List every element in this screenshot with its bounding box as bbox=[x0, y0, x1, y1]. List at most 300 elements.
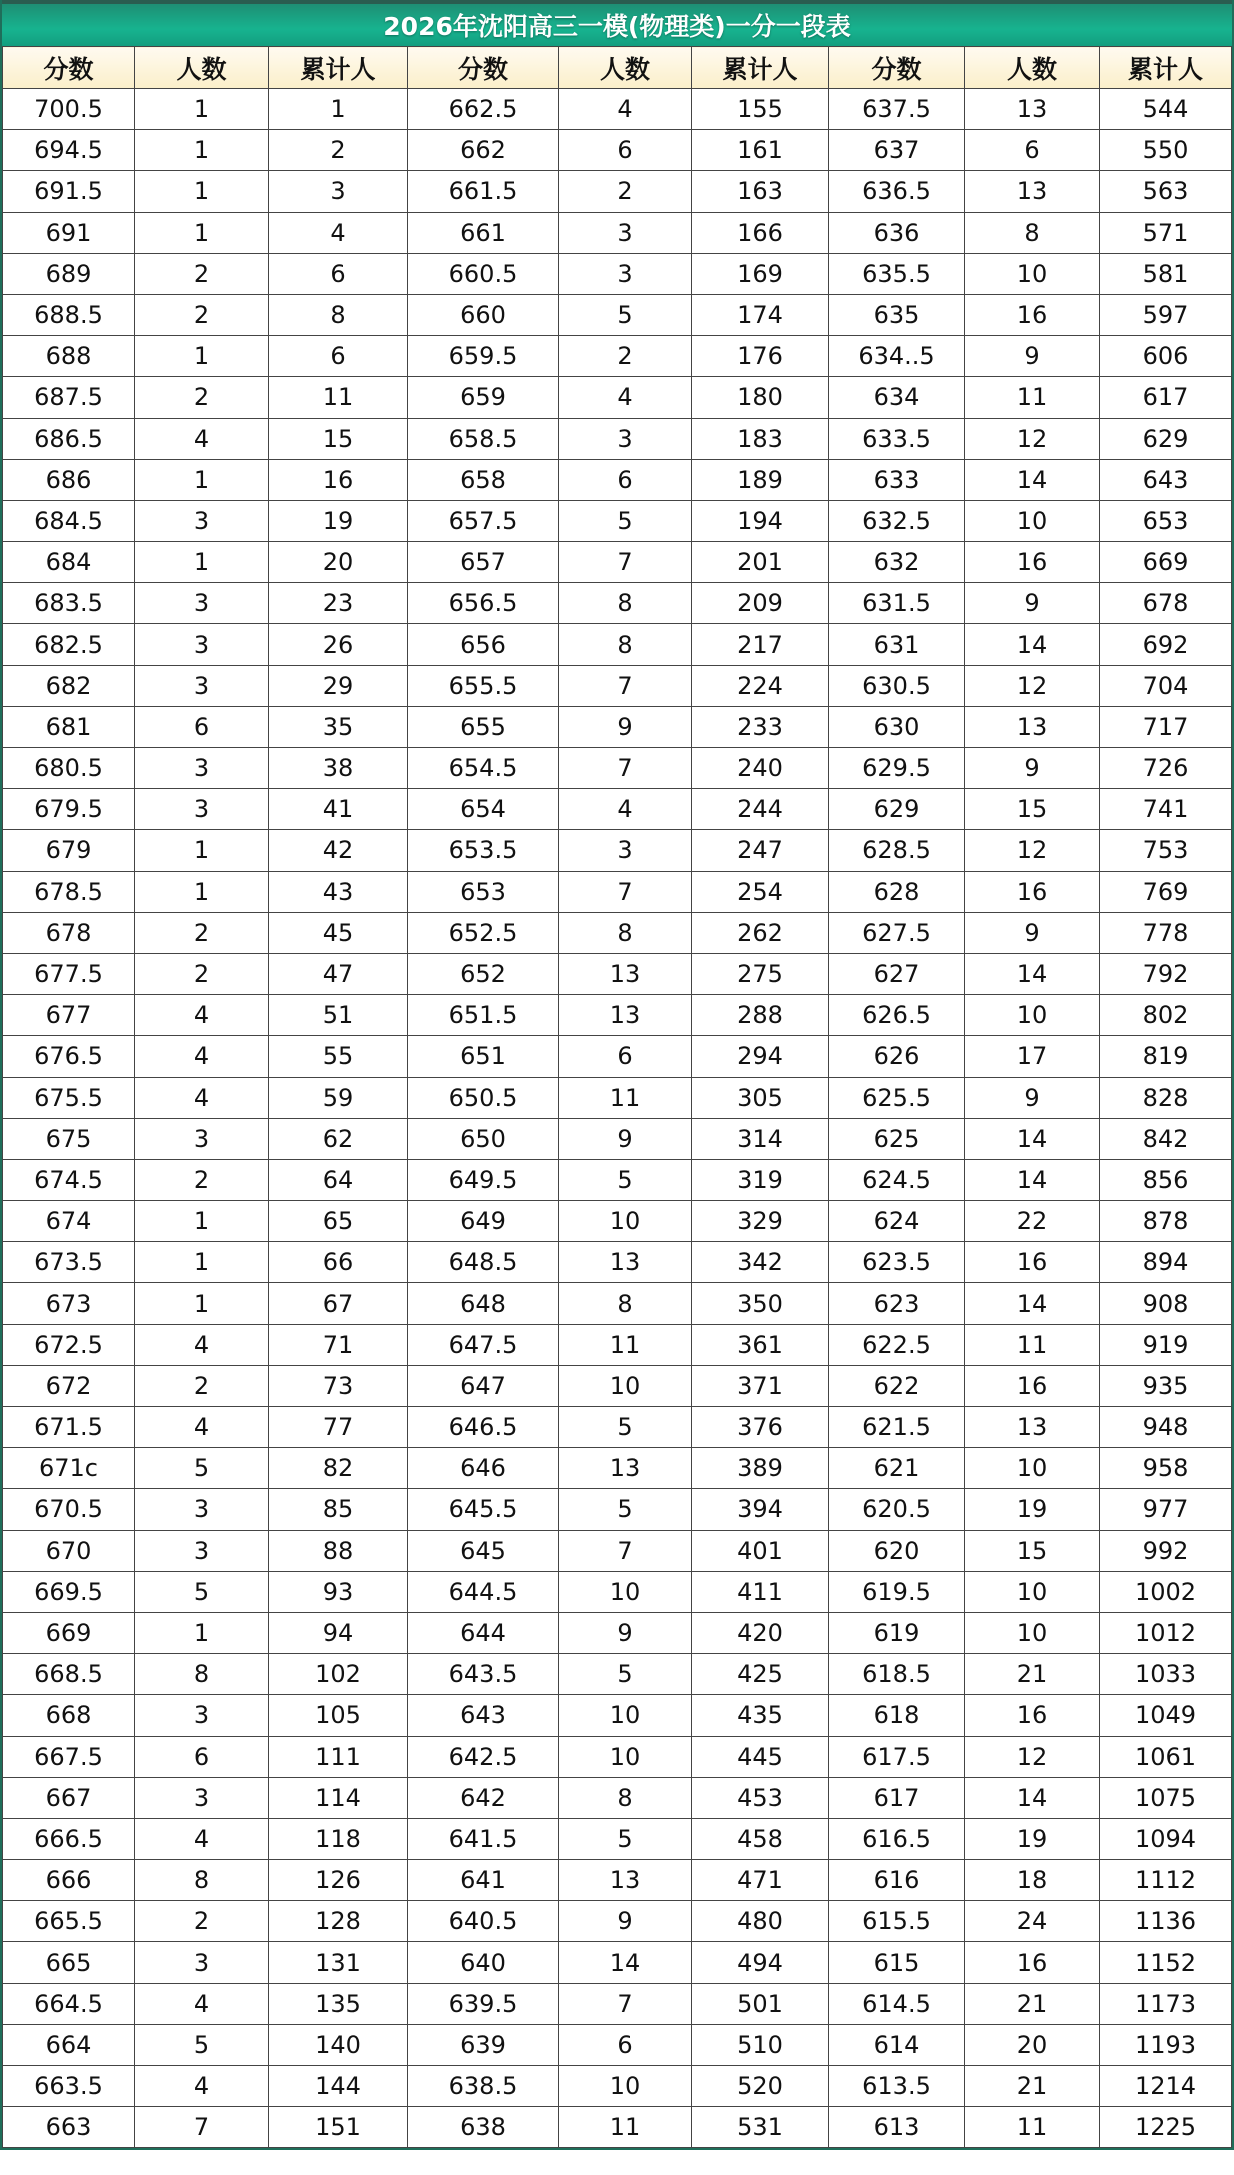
cell-count: 11 bbox=[559, 1077, 692, 1118]
cell-cumulative: 65 bbox=[269, 1201, 408, 1242]
cell-count: 10 bbox=[559, 2066, 692, 2107]
cell-cumulative: 128 bbox=[269, 1901, 408, 1942]
cell-count: 8 bbox=[135, 1860, 269, 1901]
cell-score: 634 bbox=[829, 377, 965, 418]
cell-score: 691.5 bbox=[3, 171, 135, 212]
cell-score: 659 bbox=[408, 377, 559, 418]
cell-count: 11 bbox=[559, 2107, 692, 2148]
table-row bbox=[3, 748, 1232, 789]
cell-cumulative: 114 bbox=[269, 1777, 408, 1818]
cell-cumulative: 342 bbox=[692, 1242, 829, 1283]
table-row bbox=[3, 1818, 1232, 1859]
cell-count: 14 bbox=[965, 953, 1100, 994]
cell-cumulative: 262 bbox=[692, 912, 829, 953]
cell-score: 661.5 bbox=[408, 171, 559, 212]
cell-score: 619 bbox=[829, 1612, 965, 1653]
cell-score: 654.5 bbox=[408, 748, 559, 789]
table-row bbox=[3, 1242, 1232, 1283]
cell-count: 1 bbox=[135, 171, 269, 212]
cell-count: 10 bbox=[559, 1365, 692, 1406]
cell-count: 2 bbox=[559, 336, 692, 377]
cell-score: 661 bbox=[408, 212, 559, 253]
cell-score: 660.5 bbox=[408, 253, 559, 294]
cell-count: 12 bbox=[965, 418, 1100, 459]
cell-cumulative: 247 bbox=[692, 830, 829, 871]
cell-score: 648.5 bbox=[408, 1242, 559, 1283]
cell-count: 8 bbox=[965, 212, 1100, 253]
cell-cumulative: 64 bbox=[269, 1159, 408, 1200]
cell-count: 1 bbox=[135, 1612, 269, 1653]
cell-cumulative: 23 bbox=[269, 583, 408, 624]
cell-cumulative: 726 bbox=[1100, 748, 1232, 789]
table-row bbox=[3, 1654, 1232, 1695]
cell-cumulative: 194 bbox=[692, 500, 829, 541]
cell-cumulative: 59 bbox=[269, 1077, 408, 1118]
cell-score: 648 bbox=[408, 1283, 559, 1324]
cell-count: 2 bbox=[135, 1901, 269, 1942]
cell-score: 671c bbox=[3, 1448, 135, 1489]
cell-score: 683.5 bbox=[3, 583, 135, 624]
cell-count: 3 bbox=[135, 1489, 269, 1530]
cell-count: 2 bbox=[135, 253, 269, 294]
cell-cumulative: 163 bbox=[692, 171, 829, 212]
cell-score: 670 bbox=[3, 1530, 135, 1571]
cell-count: 3 bbox=[135, 624, 269, 665]
cell-score: 616.5 bbox=[829, 1818, 965, 1859]
cell-score: 625.5 bbox=[829, 1077, 965, 1118]
cell-count: 10 bbox=[965, 253, 1100, 294]
cell-count: 9 bbox=[965, 748, 1100, 789]
cell-count: 3 bbox=[559, 253, 692, 294]
cell-score: 634..5 bbox=[829, 336, 965, 377]
cell-count: 4 bbox=[135, 1036, 269, 1077]
table-row bbox=[3, 1201, 1232, 1242]
cell-count: 2 bbox=[135, 953, 269, 994]
cell-score: 655 bbox=[408, 706, 559, 747]
cell-score: 668.5 bbox=[3, 1654, 135, 1695]
cell-count: 3 bbox=[135, 583, 269, 624]
cell-cumulative: 792 bbox=[1100, 953, 1232, 994]
table-row bbox=[3, 1530, 1232, 1571]
cell-score: 615 bbox=[829, 1942, 965, 1983]
table-row bbox=[3, 1983, 1232, 2024]
cell-cumulative: 82 bbox=[269, 1448, 408, 1489]
cell-score: 669.5 bbox=[3, 1571, 135, 1612]
cell-cumulative: 894 bbox=[1100, 1242, 1232, 1283]
cell-score: 625 bbox=[829, 1118, 965, 1159]
cell-cumulative: 1012 bbox=[1100, 1612, 1232, 1653]
table-row bbox=[3, 1159, 1232, 1200]
cell-count: 8 bbox=[559, 583, 692, 624]
cell-score: 630 bbox=[829, 706, 965, 747]
cell-cumulative: 753 bbox=[1100, 830, 1232, 871]
cell-cumulative: 842 bbox=[1100, 1118, 1232, 1159]
cell-count: 7 bbox=[559, 871, 692, 912]
cell-score: 671.5 bbox=[3, 1407, 135, 1448]
cell-count: 13 bbox=[559, 953, 692, 994]
cell-count: 13 bbox=[965, 706, 1100, 747]
cell-count: 3 bbox=[135, 1530, 269, 1571]
cell-count: 3 bbox=[559, 418, 692, 459]
cell-score: 653.5 bbox=[408, 830, 559, 871]
cell-count: 9 bbox=[559, 1118, 692, 1159]
cell-cumulative: 42 bbox=[269, 830, 408, 871]
cell-count: 21 bbox=[965, 1983, 1100, 2024]
cell-count: 4 bbox=[559, 89, 692, 130]
cell-cumulative: 1136 bbox=[1100, 1901, 1232, 1942]
cell-count: 21 bbox=[965, 1654, 1100, 1695]
cell-score: 682 bbox=[3, 665, 135, 706]
cell-count: 14 bbox=[965, 1777, 1100, 1818]
cell-count: 7 bbox=[559, 542, 692, 583]
cell-score: 644.5 bbox=[408, 1571, 559, 1612]
cell-count: 1 bbox=[135, 542, 269, 583]
cell-cumulative: 77 bbox=[269, 1407, 408, 1448]
cell-score: 675.5 bbox=[3, 1077, 135, 1118]
cell-count: 14 bbox=[965, 459, 1100, 500]
cell-score: 620 bbox=[829, 1530, 965, 1571]
cell-score: 687.5 bbox=[3, 377, 135, 418]
cell-count: 7 bbox=[135, 2107, 269, 2148]
cell-cumulative: 43 bbox=[269, 871, 408, 912]
header-cumulative: 累计人 bbox=[1100, 47, 1232, 89]
cell-score: 678 bbox=[3, 912, 135, 953]
cell-score: 688.5 bbox=[3, 294, 135, 335]
cell-score: 613 bbox=[829, 2107, 965, 2148]
cell-score: 627.5 bbox=[829, 912, 965, 953]
cell-score: 645 bbox=[408, 1530, 559, 1571]
cell-count: 15 bbox=[965, 789, 1100, 830]
cell-score: 665 bbox=[3, 1942, 135, 1983]
cell-score: 616 bbox=[829, 1860, 965, 1901]
cell-score: 658.5 bbox=[408, 418, 559, 459]
cell-count: 9 bbox=[559, 1612, 692, 1653]
cell-cumulative: 189 bbox=[692, 459, 829, 500]
cell-count: 3 bbox=[559, 830, 692, 871]
cell-score: 617.5 bbox=[829, 1736, 965, 1777]
cell-score: 665.5 bbox=[3, 1901, 135, 1942]
cell-cumulative: 47 bbox=[269, 953, 408, 994]
table-row bbox=[3, 377, 1232, 418]
cell-cumulative: 958 bbox=[1100, 1448, 1232, 1489]
cell-score: 635.5 bbox=[829, 253, 965, 294]
table-row bbox=[3, 336, 1232, 377]
cell-cumulative: 155 bbox=[692, 89, 829, 130]
cell-score: 662.5 bbox=[408, 89, 559, 130]
cell-cumulative: 1094 bbox=[1100, 1818, 1232, 1859]
cell-score: 632 bbox=[829, 542, 965, 583]
cell-score: 680.5 bbox=[3, 748, 135, 789]
cell-score: 643 bbox=[408, 1695, 559, 1736]
cell-count: 10 bbox=[965, 1571, 1100, 1612]
cell-count: 6 bbox=[965, 130, 1100, 171]
table-row bbox=[3, 1695, 1232, 1736]
cell-count: 5 bbox=[135, 2024, 269, 2065]
cell-cumulative: 233 bbox=[692, 706, 829, 747]
cell-cumulative: 1033 bbox=[1100, 1654, 1232, 1695]
cell-score: 637.5 bbox=[829, 89, 965, 130]
cell-count: 1 bbox=[135, 89, 269, 130]
cell-count: 24 bbox=[965, 1901, 1100, 1942]
cell-cumulative: 85 bbox=[269, 1489, 408, 1530]
cell-cumulative: 1173 bbox=[1100, 1983, 1232, 2024]
table-row bbox=[3, 624, 1232, 665]
cell-cumulative: 977 bbox=[1100, 1489, 1232, 1530]
table-row bbox=[3, 1860, 1232, 1901]
table-row bbox=[3, 212, 1232, 253]
cell-cumulative: 94 bbox=[269, 1612, 408, 1653]
cell-count: 17 bbox=[965, 1036, 1100, 1077]
cell-score: 650.5 bbox=[408, 1077, 559, 1118]
cell-score: 627 bbox=[829, 953, 965, 994]
cell-score: 647 bbox=[408, 1365, 559, 1406]
cell-cumulative: 350 bbox=[692, 1283, 829, 1324]
cell-score: 642.5 bbox=[408, 1736, 559, 1777]
table-row bbox=[3, 1612, 1232, 1653]
cell-count: 13 bbox=[559, 1448, 692, 1489]
cell-cumulative: 224 bbox=[692, 665, 829, 706]
cell-score: 656.5 bbox=[408, 583, 559, 624]
table-row bbox=[3, 253, 1232, 294]
cell-count: 9 bbox=[965, 912, 1100, 953]
cell-score: 640 bbox=[408, 1942, 559, 1983]
cell-cumulative: 389 bbox=[692, 1448, 829, 1489]
cell-count: 4 bbox=[135, 1983, 269, 2024]
cell-cumulative: 314 bbox=[692, 1118, 829, 1159]
cell-cumulative: 501 bbox=[692, 1983, 829, 2024]
cell-cumulative: 20 bbox=[269, 542, 408, 583]
cell-count: 1 bbox=[135, 1283, 269, 1324]
cell-cumulative: 878 bbox=[1100, 1201, 1232, 1242]
table-body bbox=[3, 89, 1232, 2148]
cell-score: 644 bbox=[408, 1612, 559, 1653]
table-row bbox=[3, 171, 1232, 212]
cell-score: 663 bbox=[3, 2107, 135, 2148]
cell-count: 10 bbox=[965, 1448, 1100, 1489]
cell-count: 6 bbox=[135, 1736, 269, 1777]
cell-cumulative: 305 bbox=[692, 1077, 829, 1118]
cell-cumulative: 1152 bbox=[1100, 1942, 1232, 1983]
cell-cumulative: 376 bbox=[692, 1407, 829, 1448]
cell-count: 4 bbox=[135, 1818, 269, 1859]
cell-cumulative: 453 bbox=[692, 1777, 829, 1818]
cell-score: 621 bbox=[829, 1448, 965, 1489]
cell-count: 13 bbox=[559, 1860, 692, 1901]
cell-cumulative: 294 bbox=[692, 1036, 829, 1077]
cell-cumulative: 35 bbox=[269, 706, 408, 747]
cell-cumulative: 26 bbox=[269, 624, 408, 665]
cell-cumulative: 550 bbox=[1100, 130, 1232, 171]
cell-count: 6 bbox=[559, 2024, 692, 2065]
cell-cumulative: 992 bbox=[1100, 1530, 1232, 1571]
header-count: 人数 bbox=[965, 47, 1100, 89]
cell-score: 613.5 bbox=[829, 2066, 965, 2107]
cell-count: 14 bbox=[965, 1159, 1100, 1200]
cell-score: 666 bbox=[3, 1860, 135, 1901]
cell-score: 647.5 bbox=[408, 1324, 559, 1365]
cell-count: 1 bbox=[135, 871, 269, 912]
header-cumulative: 累计人 bbox=[692, 47, 829, 89]
cell-count: 2 bbox=[135, 912, 269, 953]
cell-cumulative: 275 bbox=[692, 953, 829, 994]
cell-cumulative: 802 bbox=[1100, 995, 1232, 1036]
cell-count: 16 bbox=[965, 871, 1100, 912]
cell-score: 628 bbox=[829, 871, 965, 912]
cell-cumulative: 919 bbox=[1100, 1324, 1232, 1365]
cell-score: 664 bbox=[3, 2024, 135, 2065]
cell-cumulative: 420 bbox=[692, 1612, 829, 1653]
header-score: 分数 bbox=[829, 47, 965, 89]
cell-cumulative: 1061 bbox=[1100, 1736, 1232, 1777]
cell-score: 626.5 bbox=[829, 995, 965, 1036]
cell-cumulative: 6 bbox=[269, 253, 408, 294]
cell-score: 620.5 bbox=[829, 1489, 965, 1530]
cell-score: 651 bbox=[408, 1036, 559, 1077]
cell-cumulative: 571 bbox=[1100, 212, 1232, 253]
cell-count: 10 bbox=[559, 1736, 692, 1777]
cell-score: 674.5 bbox=[3, 1159, 135, 1200]
cell-count: 9 bbox=[559, 1901, 692, 1942]
cell-score: 674 bbox=[3, 1201, 135, 1242]
table-row bbox=[3, 706, 1232, 747]
cell-cumulative: 629 bbox=[1100, 418, 1232, 459]
cell-count: 22 bbox=[965, 1201, 1100, 1242]
cell-count: 10 bbox=[965, 1612, 1100, 1653]
cell-count: 2 bbox=[135, 294, 269, 335]
cell-cumulative: 19 bbox=[269, 500, 408, 541]
cell-cumulative: 1075 bbox=[1100, 1777, 1232, 1818]
cell-score: 626 bbox=[829, 1036, 965, 1077]
cell-count: 4 bbox=[559, 377, 692, 418]
cell-count: 4 bbox=[559, 789, 692, 830]
cell-count: 5 bbox=[135, 1448, 269, 1489]
cell-score: 668 bbox=[3, 1695, 135, 1736]
cell-count: 9 bbox=[965, 583, 1100, 624]
cell-cumulative: 531 bbox=[692, 2107, 829, 2148]
cell-count: 10 bbox=[965, 995, 1100, 1036]
cell-score: 632.5 bbox=[829, 500, 965, 541]
cell-score: 622.5 bbox=[829, 1324, 965, 1365]
cell-score: 679.5 bbox=[3, 789, 135, 830]
cell-cumulative: 8 bbox=[269, 294, 408, 335]
cell-count: 19 bbox=[965, 1818, 1100, 1859]
cell-cumulative: 544 bbox=[1100, 89, 1232, 130]
cell-score: 679 bbox=[3, 830, 135, 871]
cell-cumulative: 174 bbox=[692, 294, 829, 335]
cell-cumulative: 244 bbox=[692, 789, 829, 830]
cell-count: 1 bbox=[135, 1242, 269, 1283]
cell-count: 2 bbox=[135, 1159, 269, 1200]
cell-cumulative: 201 bbox=[692, 542, 829, 583]
cell-count: 11 bbox=[965, 2107, 1100, 2148]
cell-count: 16 bbox=[965, 1942, 1100, 1983]
cell-cumulative: 520 bbox=[692, 2066, 829, 2107]
cell-cumulative: 741 bbox=[1100, 789, 1232, 830]
cell-count: 15 bbox=[965, 1530, 1100, 1571]
cell-count: 1 bbox=[135, 830, 269, 871]
cell-count: 3 bbox=[135, 665, 269, 706]
cell-count: 4 bbox=[135, 1324, 269, 1365]
table-row bbox=[3, 1283, 1232, 1324]
cell-score: 684 bbox=[3, 542, 135, 583]
cell-count: 7 bbox=[559, 1983, 692, 2024]
cell-count: 13 bbox=[965, 89, 1100, 130]
table-row bbox=[3, 1324, 1232, 1365]
cell-count: 12 bbox=[965, 665, 1100, 706]
cell-cumulative: 948 bbox=[1100, 1407, 1232, 1448]
table-row bbox=[3, 665, 1232, 706]
cell-cumulative: 669 bbox=[1100, 542, 1232, 583]
cell-count: 7 bbox=[559, 1530, 692, 1571]
table-row bbox=[3, 912, 1232, 953]
cell-score: 669 bbox=[3, 1612, 135, 1653]
cell-score: 617 bbox=[829, 1777, 965, 1818]
cell-cumulative: 118 bbox=[269, 1818, 408, 1859]
cell-cumulative: 563 bbox=[1100, 171, 1232, 212]
cell-score: 614.5 bbox=[829, 1983, 965, 2024]
cell-count: 10 bbox=[559, 1695, 692, 1736]
table-row bbox=[3, 459, 1232, 500]
cell-cumulative: 371 bbox=[692, 1365, 829, 1406]
table-row bbox=[3, 583, 1232, 624]
table-row bbox=[3, 294, 1232, 335]
cell-count: 5 bbox=[559, 1407, 692, 1448]
table-title: 2026年沈阳高三一模(物理类)一分一段表 bbox=[2, 0, 1232, 46]
cell-score: 622 bbox=[829, 1365, 965, 1406]
cell-score: 623 bbox=[829, 1283, 965, 1324]
cell-score: 691 bbox=[3, 212, 135, 253]
cell-score: 638.5 bbox=[408, 2066, 559, 2107]
cell-cumulative: 3 bbox=[269, 171, 408, 212]
cell-cumulative: 778 bbox=[1100, 912, 1232, 953]
cell-score: 624.5 bbox=[829, 1159, 965, 1200]
cell-count: 8 bbox=[135, 1654, 269, 1695]
table-row bbox=[3, 871, 1232, 912]
cell-score: 657.5 bbox=[408, 500, 559, 541]
cell-score: 667 bbox=[3, 1777, 135, 1818]
header-score: 分数 bbox=[408, 47, 559, 89]
cell-count: 8 bbox=[559, 1283, 692, 1324]
cell-score: 652.5 bbox=[408, 912, 559, 953]
cell-count: 6 bbox=[559, 1036, 692, 1077]
cell-cumulative: 180 bbox=[692, 377, 829, 418]
cell-cumulative: 11 bbox=[269, 377, 408, 418]
cell-count: 16 bbox=[965, 542, 1100, 583]
cell-cumulative: 480 bbox=[692, 1901, 829, 1942]
table-row bbox=[3, 1736, 1232, 1777]
cell-score: 642 bbox=[408, 1777, 559, 1818]
cell-count: 18 bbox=[965, 1860, 1100, 1901]
cell-score: 659.5 bbox=[408, 336, 559, 377]
cell-cumulative: 1112 bbox=[1100, 1860, 1232, 1901]
cell-score: 628.5 bbox=[829, 830, 965, 871]
cell-score: 653 bbox=[408, 871, 559, 912]
header-count: 人数 bbox=[135, 47, 269, 89]
table-row bbox=[3, 1448, 1232, 1489]
cell-score: 700.5 bbox=[3, 89, 135, 130]
cell-count: 1 bbox=[135, 1201, 269, 1242]
cell-score: 686.5 bbox=[3, 418, 135, 459]
cell-cumulative: 2 bbox=[269, 130, 408, 171]
cell-score: 666.5 bbox=[3, 1818, 135, 1859]
cell-count: 1 bbox=[135, 130, 269, 171]
table-row bbox=[3, 1901, 1232, 1942]
cell-cumulative: 217 bbox=[692, 624, 829, 665]
cell-cumulative: 254 bbox=[692, 871, 829, 912]
cell-count: 14 bbox=[559, 1942, 692, 1983]
cell-count: 4 bbox=[135, 1407, 269, 1448]
cell-score: 667.5 bbox=[3, 1736, 135, 1777]
